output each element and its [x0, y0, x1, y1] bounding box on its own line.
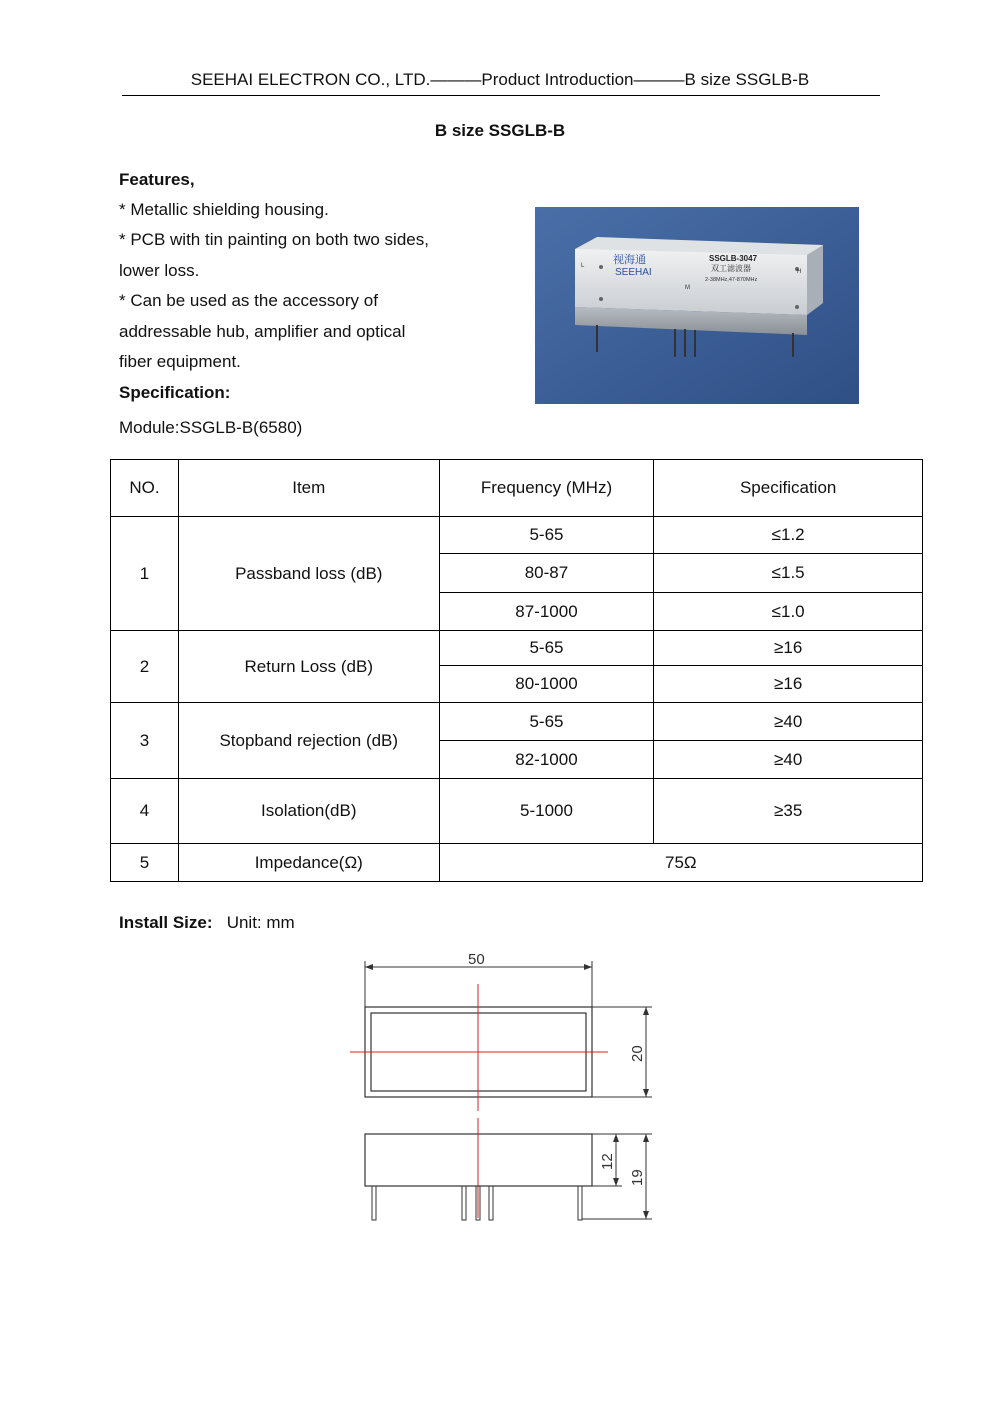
install-unit: Unit: mm	[226, 913, 295, 932]
row-frequency: 80-1000	[439, 666, 654, 703]
row-spec: ≤1.0	[654, 593, 923, 631]
row-spec: ≥16	[654, 631, 923, 666]
feature-line: * Metallic shielding housing.	[119, 200, 329, 219]
features-heading: Features,	[119, 170, 195, 189]
table-row	[111, 631, 923, 666]
header-item: Item	[178, 460, 439, 517]
table-row	[111, 844, 923, 882]
feature-line: * PCB with tin painting on both two sides,	[119, 230, 429, 249]
install-size-line	[119, 913, 295, 933]
dim-width-label: 50	[468, 951, 485, 968]
document-title: B size SSGLB-B	[434, 121, 566, 140]
row-item: Passband loss (dB)	[178, 517, 439, 631]
photo-pin-h: H	[797, 269, 802, 275]
row-frequency: 5-1000	[439, 779, 654, 844]
row-frequency: 82-1000	[439, 741, 654, 779]
photo-brand-cn: 视海通	[613, 253, 646, 266]
dimension-drawing	[340, 948, 670, 1228]
header-frequency: Frequency (MHz)	[439, 460, 654, 517]
row-no: 4	[111, 779, 179, 844]
row-frequency: 5-65	[439, 703, 654, 741]
feature-line: * Can be used as the accessory of	[119, 291, 378, 310]
photo-brand-en: SEEHAI	[615, 267, 652, 278]
photo-freq: 2-38MHz,47-870MHz	[705, 277, 758, 283]
row-merged-value: 75Ω	[439, 844, 922, 882]
row-spec: ≥40	[654, 741, 923, 779]
header-specification: Specification	[654, 460, 923, 517]
row-item: Stopband rejection (dB)	[178, 703, 439, 779]
specification-heading: Specification:	[119, 383, 231, 402]
row-no: 5	[111, 844, 179, 882]
product-photo	[535, 207, 859, 404]
header-no: NO.	[111, 460, 179, 517]
row-spec: ≥35	[654, 779, 923, 844]
table-row	[111, 517, 923, 554]
row-frequency: 5-65	[439, 631, 654, 666]
row-spec: ≤1.2	[654, 517, 923, 554]
specification-table	[110, 459, 923, 882]
photo-model: SSGLB-3047	[709, 254, 758, 263]
row-no: 2	[111, 631, 179, 703]
header-rule	[122, 95, 880, 96]
row-spec: ≤1.5	[654, 554, 923, 593]
row-frequency: 87-1000	[439, 593, 654, 631]
feature-line: addressable hub, amplifier and optical	[119, 322, 406, 341]
module-name: Module:SSGLB-B(6580)	[119, 418, 303, 437]
row-item: Isolation(dB)	[178, 779, 439, 844]
dim-total-label: 19	[629, 1169, 646, 1186]
photo-pin-m: M	[685, 285, 690, 291]
table-row	[111, 703, 923, 741]
row-spec: ≥40	[654, 703, 923, 741]
row-frequency: 5-65	[439, 517, 654, 554]
page-header: SEEHAI ELECTRON CO., LTD.———Product Introduction———B size SSGLB-B	[190, 70, 810, 89]
row-spec: ≥16	[654, 666, 923, 703]
dim-body-label: 12	[599, 1153, 616, 1170]
table-row	[111, 779, 923, 844]
row-item: Return Loss (dB)	[178, 631, 439, 703]
row-item: Impedance(Ω)	[178, 844, 439, 882]
row-frequency: 80-87	[439, 554, 654, 593]
row-no: 1	[111, 517, 179, 631]
row-no: 3	[111, 703, 179, 779]
table-header-row	[111, 460, 923, 517]
photo-name-cn: 双工滤波器	[711, 264, 751, 273]
install-size-label: Install Size:	[119, 913, 213, 932]
dim-height-label: 20	[629, 1045, 646, 1062]
feature-line: lower loss.	[119, 261, 200, 280]
feature-line: fiber equipment.	[119, 352, 241, 371]
photo-pin-l: L	[581, 263, 585, 269]
